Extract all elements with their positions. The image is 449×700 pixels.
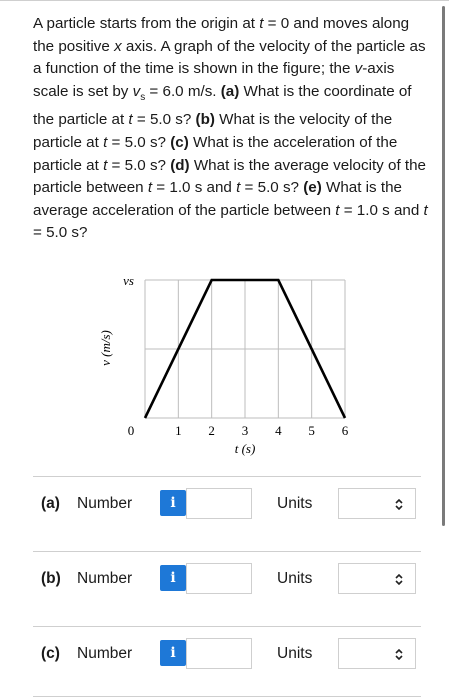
var-t: t [103,134,108,151]
part-c-text: What is the acceleration of the particle at [33,134,398,174]
y-tick-label-vs [123,273,134,288]
bottom-divider [33,696,421,697]
units-select[interactable] [338,488,416,519]
part-a-tag: (a) [220,82,240,100]
part-a-text: What is the coordinate of the particle at [33,82,412,129]
y-axis-label [98,330,113,366]
velocity-time-graph [80,270,380,470]
info-icon-button[interactable]: i [160,565,186,591]
part-a-text: = 5.0 s? [132,111,196,129]
chart-grid [145,280,345,418]
part-d-tag: (d) [170,156,190,174]
var-t: t [103,156,108,174]
number-label: Number [77,645,133,662]
top-divider [0,0,449,1]
part-b-tag: (b) [195,111,215,129]
answer-row-c [0,626,449,682]
problem-text: = 6.0 m/s. [145,82,221,100]
answer-card [33,626,421,683]
var-vs: v [132,82,141,100]
part-c-text: = 5.0 s? [107,156,171,174]
chevron-updown-icon [395,649,403,660]
answer-card [33,476,421,533]
part-b-text: What is the velocity of the particle at [33,111,393,151]
var-x: x [114,37,122,55]
units-select[interactable] [338,638,416,669]
var-t: t [236,179,241,197]
part-d-text: = 5.0 s? [240,179,304,197]
problem-statement [33,13,428,245]
var-vs-subscript: s [140,91,146,103]
answer-card [33,551,421,608]
units-label: Units [277,495,313,512]
number-input[interactable] [186,563,252,594]
number-input[interactable] [186,488,252,519]
number-input[interactable] [186,638,252,669]
problem-text: A particle starts from the origin at [33,15,260,32]
x-axis-label [235,441,256,456]
problem-text: -axis scale is set by [33,60,395,100]
part-tag: (c) [41,645,60,662]
info-icon-button[interactable]: i [160,490,186,516]
x-tick-label: 0 [127,423,135,438]
x-tick-label: 5 [308,423,315,438]
velocity-chart-svg [80,270,380,470]
var-t: t [259,15,264,32]
chevron-updown-icon [395,499,403,510]
answer-row-b [0,551,449,607]
part-tag: (a) [41,495,60,512]
y-axis-label-text: v (m/s) [98,330,113,366]
part-tag: (b) [41,570,61,587]
part-e-text: What is the average acceleration of the particle between [33,179,402,219]
units-select[interactable] [338,563,416,594]
units-label: Units [277,570,313,587]
x-tick-labels [128,423,349,438]
answer-row-a [0,476,449,532]
x-tick-label: 4 [275,423,282,438]
x-axis-label-text: t (s) [234,441,256,456]
number-label: Number [77,495,133,512]
var-v: v [354,60,363,78]
part-d-text: = 1.0 s and [152,179,237,197]
x-tick-label: 2 [208,423,215,438]
units-label: Units [277,645,313,662]
y-tick-text: vs [123,273,134,288]
problem-text: axis. A graph of the velocity of the particle as a function of the time is shown in the figure; the [33,37,426,78]
part-e-text: = 5.0 s? [33,224,88,242]
var-t: t [423,201,428,219]
part-e-text: = 1.0 s and [339,201,424,219]
var-t: t [128,111,133,129]
x-tick-label: 6 [341,423,349,438]
number-label: Number [77,570,133,587]
scrollbar[interactable] [442,6,445,526]
chevron-updown-icon [395,574,403,585]
part-e-tag: (e) [303,179,322,197]
x-tick-label: 1 [175,423,182,438]
part-b-text: = 5.0 s? [107,134,171,151]
problem-text: = 0 and moves along the positive [33,15,410,55]
part-d-text: What is the average velocity of the particle between [33,156,426,197]
x-tick-label: 3 [241,423,249,438]
var-t: t [147,179,153,197]
info-icon-button[interactable]: i [160,640,186,666]
part-c-tag: (c) [170,134,189,151]
var-t: t [335,201,340,219]
